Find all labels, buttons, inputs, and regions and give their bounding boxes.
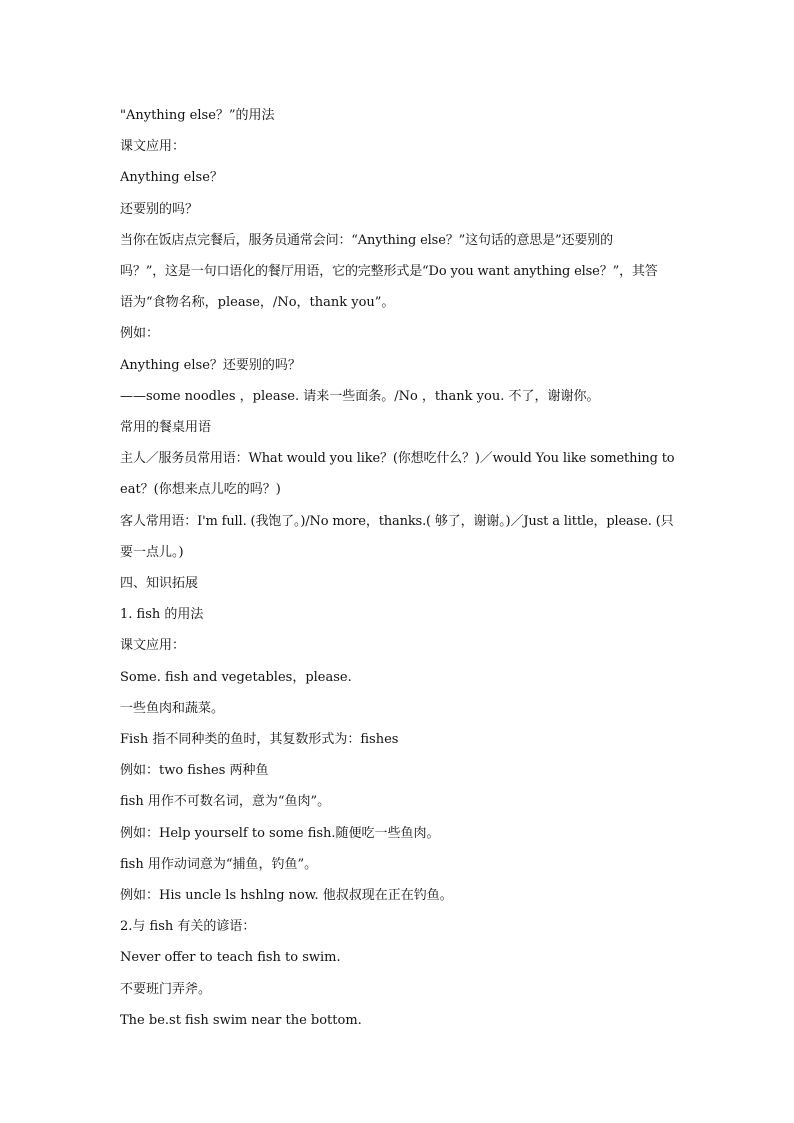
- section-heading-knowledge-extension: 四、知识拓展: [120, 576, 199, 592]
- text-lesson-application-2: 课文应用：: [120, 638, 186, 654]
- proverb-chinese-1: 不要班门弄斧。: [120, 981, 212, 997]
- host-phrases-line-1: 主人／服务员常用语：What would you like？(你想吃什么？)／would You like something to: [120, 451, 675, 467]
- example-sentence: Anything else？还要别的吗？: [120, 357, 301, 373]
- paragraph-line-1: 当你在饭店点完餐后，服务员通常会问：“Anything else？”这句话的意思是”还要别的: [120, 232, 613, 248]
- paragraph-line-2: 吗？”，这是一句口语化的餐厅用语，它的完整形式是“Do you want anything else？”，其答: [120, 264, 658, 280]
- example-label: 例如：: [120, 326, 160, 342]
- example-chinese: 还要别的吗？: [120, 201, 199, 217]
- paragraph-line-3: 语为“食物名称，please，/No，thank you”。: [120, 295, 395, 311]
- example-english: Anything else？: [120, 170, 223, 186]
- subheading-table-phrases: 常用的餐桌用语: [120, 420, 212, 436]
- subheading-fish-proverbs: 2.与 fish 有关的谚语：: [120, 919, 256, 935]
- fish-verb-rule: fish 用作动词意为“捕鱼，钓鱼”。: [120, 856, 318, 872]
- fish-uncountable-rule: fish 用作不可数名词，意为“鱼肉”。: [120, 794, 331, 810]
- fish-plural-rule: Fish 指不同种类的鱼时，其复数形式为：fishes: [120, 732, 399, 748]
- guest-phrases-line-1: 客人常用语：I'm full. (我饱了。)/No more，thanks.( 够了，谢谢。)／Just a little，please. (只: [120, 513, 674, 529]
- fish-example-english: Some. fish and vegetables，please.: [120, 669, 352, 685]
- example-answer: ——some noodles ，please. 请来一些面条。/No ，thank you. 不了，谢谢你。: [120, 388, 600, 404]
- fish-plural-example: 例如：two fishes 两种鱼: [120, 763, 269, 779]
- proverb-english-1: Never offer to teach fish to swim.: [120, 950, 341, 966]
- fish-uncountable-example: 例如：Help yourself to some fish.随便吃一些鱼肉。: [120, 825, 440, 841]
- proverb-english-2: The be.st fish swim near the bottom.: [120, 1012, 362, 1028]
- document-body: [120, 100, 676, 1036]
- section-heading-anything-else: "Anything else？”的用法: [120, 108, 275, 123]
- fish-verb-example: 例如：His uncle ls hshlng now. 他叔叔现在正在钓鱼。: [120, 888, 453, 904]
- guest-phrases-line-2: 要一点儿。): [120, 544, 184, 560]
- host-phrases-line-2: eat？(你想来点儿吃的吗？): [120, 482, 281, 498]
- subheading-fish-usage: 1. fish 的用法: [120, 607, 204, 623]
- fish-example-chinese: 一些鱼肉和蔬菜。: [120, 700, 225, 716]
- text-lesson-application: 课文应用：: [120, 139, 186, 155]
